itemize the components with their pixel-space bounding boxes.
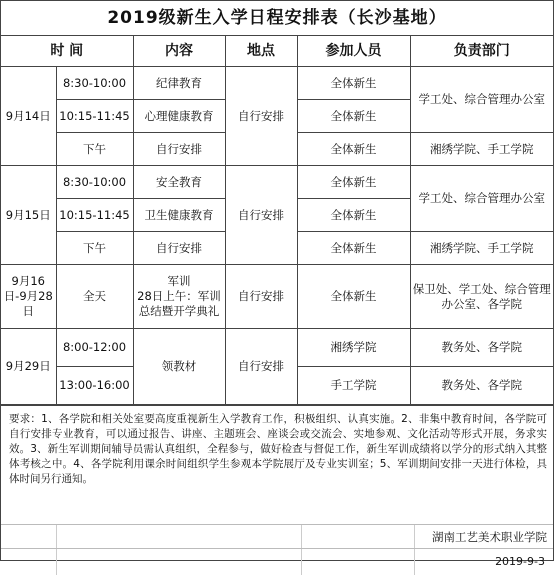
table-row	[1, 265, 553, 329]
time-cell: 下午	[56, 232, 133, 265]
place-cell: 自行安排	[225, 329, 297, 405]
content-cell: 纪律教育	[133, 67, 225, 100]
grid-line	[56, 525, 57, 549]
header-participants: 参加人员	[297, 36, 410, 67]
date-cell: 9月16日-9月28日	[1, 265, 56, 329]
content-cell: 领教材	[133, 329, 225, 405]
participants-cell: 全体新生	[297, 265, 410, 329]
participants-cell: 全体新生	[297, 100, 410, 133]
time-cell: 下午	[56, 133, 133, 166]
header-time: 时 间	[1, 36, 133, 67]
date-row	[1, 548, 553, 575]
participants-cell: 全体新生	[297, 199, 410, 232]
participants-cell: 全体新生	[297, 166, 410, 199]
date-cell: 9月29日	[1, 329, 56, 405]
notes-section	[1, 405, 553, 576]
table-row	[1, 329, 553, 367]
time-cell: 10:15-11:45	[56, 199, 133, 232]
schedule-table	[1, 36, 553, 405]
participants-cell: 湘绣学院	[297, 329, 410, 367]
time-cell: 全天	[56, 265, 133, 329]
table-row	[1, 166, 553, 199]
grid-line	[301, 525, 302, 549]
page-title: 2019级新生入学日程安排表（长沙基地）	[1, 1, 553, 36]
content-cell: 安全教育	[133, 166, 225, 199]
content-cell: 自行安排	[133, 133, 225, 166]
place-cell: 自行安排	[225, 265, 297, 329]
content-cell: 自行安排	[133, 232, 225, 265]
requirements-text: 要求：1、各学院和相关处室要高度重视新生入学教育工作，积极组织、认真实施。2、非集中教育时间，各学院可自行安排专业教育，可以通过报告、讲座、主题班会、座谈会或交流会、实地参观、文化活动等形式开展，务求实效。3、新生军训期间辅导员需认真组织，全程参与，做好检查与督促工作，新生军训成绩将以学分的形式纳入其整体考核之中。4、各学院利用课余时间组织学生参观本学院展厅及专业实训室；5、军训期间安排一天进行体检，具体时间另行通知。	[9, 413, 547, 485]
dept-cell: 保卫处、学工处、综合管理办公室、各学院	[410, 265, 553, 329]
time-cell: 8:00-12:00	[56, 329, 133, 367]
dept-cell: 湘绣学院、手工学院	[410, 133, 553, 166]
place-cell: 自行安排	[225, 67, 297, 166]
content-cell: 军训 28日上午：军训总结暨开学典礼	[133, 265, 225, 329]
place-cell: 自行安排	[225, 166, 297, 265]
dept-cell: 教务处、各学院	[410, 367, 553, 405]
header-place: 地点	[225, 36, 297, 67]
participants-cell: 手工学院	[297, 367, 410, 405]
dept-cell: 湘绣学院、手工学院	[410, 232, 553, 265]
time-cell: 8:30-10:00	[56, 166, 133, 199]
document-date: 2019-9-3	[495, 555, 545, 568]
date-cell: 9月14日	[1, 67, 56, 166]
participants-cell: 全体新生	[297, 232, 410, 265]
grid-line	[56, 549, 57, 575]
dept-cell: 学工处、综合管理办公室	[410, 67, 553, 133]
grid-line	[414, 549, 415, 575]
date-cell: 9月15日	[1, 166, 56, 265]
content-cell: 心理健康教育	[133, 100, 225, 133]
header-row	[1, 36, 553, 67]
table-row	[1, 67, 553, 100]
time-cell: 10:15-11:45	[56, 100, 133, 133]
signature: 湖南工艺美术职业学院	[432, 530, 547, 544]
grid-line	[301, 549, 302, 575]
signature-row	[1, 524, 553, 549]
participants-cell: 全体新生	[297, 133, 410, 166]
grid-line	[414, 525, 415, 549]
header-content: 内容	[133, 36, 225, 67]
time-cell: 8:30-10:00	[56, 67, 133, 100]
content-cell: 卫生健康教育	[133, 199, 225, 232]
dept-cell: 教务处、各学院	[410, 329, 553, 367]
time-cell: 13:00-16:00	[56, 367, 133, 405]
participants-cell: 全体新生	[297, 67, 410, 100]
header-dept: 负责部门	[410, 36, 553, 67]
dept-cell: 学工处、综合管理办公室	[410, 166, 553, 232]
